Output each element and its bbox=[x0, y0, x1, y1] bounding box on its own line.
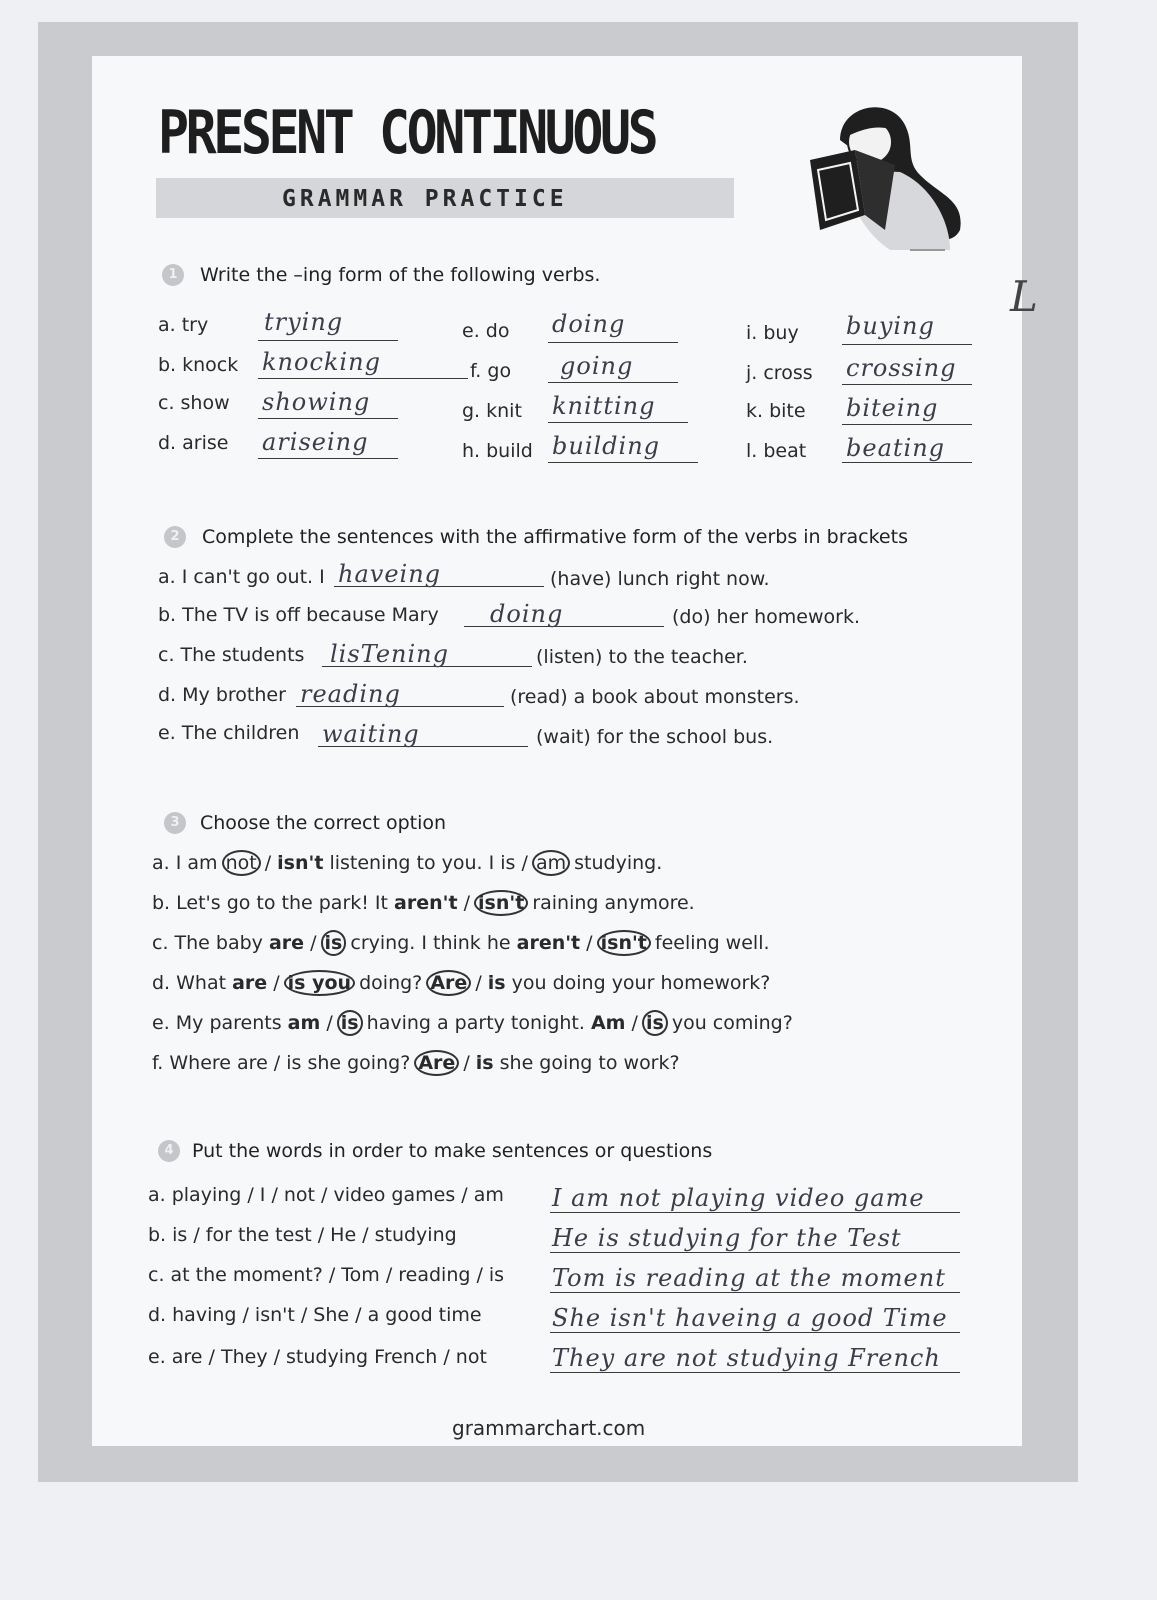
handwritten-answer: going bbox=[560, 352, 634, 380]
answer-line bbox=[258, 340, 398, 341]
handwritten-answer: He is studying for the Test bbox=[552, 1224, 902, 1252]
handwritten-answer: doing bbox=[490, 600, 564, 628]
option-sentence-e: e. My parents am / is having a party tonight. Am / is you coming? bbox=[152, 1012, 793, 1034]
answer-line bbox=[258, 418, 398, 419]
handwritten-answer: biteing bbox=[846, 394, 939, 422]
sentence-start: e. The children bbox=[158, 722, 300, 744]
verb-label: l. beat bbox=[746, 440, 807, 462]
handwritten-answer: trying bbox=[264, 308, 344, 336]
verb-label: a. try bbox=[158, 314, 209, 336]
page-subtitle: GRAMMAR PRACTICE bbox=[282, 186, 568, 212]
section-1-heading: Write the –ing form of the following verbs. bbox=[200, 264, 601, 286]
answer-line bbox=[550, 1252, 960, 1253]
sentence-end: (have) lunch right now. bbox=[550, 568, 770, 590]
selected-option: is bbox=[642, 1010, 668, 1036]
verb-label: b. knock bbox=[158, 354, 239, 376]
handwritten-answer: They are not studying French bbox=[552, 1344, 941, 1372]
section-2-heading: Complete the sentences with the affirmative form of the verbs in brackets bbox=[202, 526, 908, 548]
handwritten-answer: haveing bbox=[338, 560, 442, 588]
answer-line bbox=[550, 1292, 960, 1293]
answer-line bbox=[258, 458, 398, 459]
sentence-start: c. The students bbox=[158, 644, 305, 666]
handwritten-answer: She isn't haveing a good Time bbox=[552, 1304, 948, 1332]
sentence-end: (read) a book about monsters. bbox=[510, 686, 800, 708]
handwritten-answer: I am not playing video game bbox=[552, 1184, 925, 1212]
verb-label: g. knit bbox=[462, 400, 522, 422]
verb-label: e. do bbox=[462, 320, 510, 342]
handwritten-answer: knocking bbox=[262, 348, 381, 376]
section-1-number: 1 bbox=[162, 264, 184, 286]
selected-option: is bbox=[321, 930, 347, 956]
handwritten-answer: crossing bbox=[846, 354, 957, 382]
handwritten-answer: showing bbox=[262, 388, 371, 416]
handwritten-answer: beating bbox=[846, 434, 946, 462]
handwritten-answer: ariseing bbox=[262, 428, 369, 456]
section-3-heading: Choose the correct option bbox=[200, 812, 447, 834]
verb-label: h. build bbox=[462, 440, 533, 462]
option-sentence-f: f. Where are / is she going? Are / is she going to work? bbox=[152, 1052, 680, 1074]
selected-option: Are bbox=[426, 970, 471, 996]
option-sentence-a: a. I am not / isn't listening to you. I is / am studying. bbox=[152, 852, 663, 874]
answer-line bbox=[548, 342, 678, 343]
sentence-end: (wait) for the school bus. bbox=[536, 726, 774, 748]
option-sentence-c: c. The baby are / is crying. I think he aren't / isn't feeling well. bbox=[152, 932, 770, 954]
section-4-number: 4 bbox=[158, 1140, 180, 1162]
section-2-number: 2 bbox=[164, 526, 186, 548]
word-order-prompt: b. is / for the test / He / studying bbox=[148, 1224, 457, 1246]
handwritten-answer: doing bbox=[552, 310, 626, 338]
answer-line bbox=[548, 422, 688, 423]
word-order-prompt: d. having / isn't / She / a good time bbox=[148, 1304, 482, 1326]
handwritten-answer: lisTening bbox=[330, 640, 449, 668]
footer-site: grammarchart.com bbox=[452, 1416, 646, 1440]
verb-label: c. show bbox=[158, 392, 230, 414]
sentence-end: (do) her homework. bbox=[672, 606, 861, 628]
page-title: PRESENT CONTINUOUS bbox=[158, 98, 656, 168]
reading-woman-illustration bbox=[800, 100, 970, 260]
section-4-heading: Put the words in order to make sentences or questions bbox=[192, 1140, 713, 1162]
answer-line bbox=[548, 462, 698, 463]
handwritten-answer: buying bbox=[846, 312, 935, 340]
margin-mark: L bbox=[1010, 272, 1039, 321]
handwritten-answer: reading bbox=[300, 680, 401, 708]
word-order-prompt: e. are / They / studying French / not bbox=[148, 1346, 487, 1368]
answer-line bbox=[258, 378, 468, 379]
selected-option: is you bbox=[284, 970, 355, 996]
selected-option: isn't bbox=[597, 930, 651, 956]
answer-line bbox=[842, 384, 972, 385]
answer-line bbox=[842, 424, 972, 425]
handwritten-answer: Tom is reading at the moment bbox=[552, 1264, 946, 1292]
answer-line bbox=[842, 344, 972, 345]
selected-option: Are bbox=[414, 1050, 459, 1076]
verb-label: i. buy bbox=[746, 322, 799, 344]
sentence-end: (listen) to the teacher. bbox=[536, 646, 748, 668]
answer-line bbox=[550, 1332, 960, 1333]
verb-label: k. bite bbox=[746, 400, 806, 422]
selected-option: am bbox=[532, 850, 570, 876]
selected-option: is bbox=[337, 1010, 363, 1036]
answer-line bbox=[842, 462, 972, 463]
handwritten-answer: building bbox=[552, 432, 661, 460]
verb-label: d. arise bbox=[158, 432, 229, 454]
word-order-prompt: c. at the moment? / Tom / reading / is bbox=[148, 1264, 505, 1286]
selected-option: not bbox=[222, 850, 261, 876]
word-order-prompt: a. playing / I / not / video games / am bbox=[148, 1184, 504, 1206]
option-sentence-b: b. Let's go to the park! It aren't / isn't raining anymore. bbox=[152, 892, 695, 914]
answer-line bbox=[550, 1212, 960, 1213]
verb-label: f. go bbox=[470, 360, 512, 382]
sentence-start: a. I can't go out. I bbox=[158, 566, 325, 588]
verb-label: j. cross bbox=[746, 362, 813, 384]
selected-option: isn't bbox=[474, 890, 528, 916]
handwritten-answer: waiting bbox=[322, 720, 420, 748]
section-3-number: 3 bbox=[164, 812, 186, 834]
handwritten-answer: knitting bbox=[552, 392, 656, 420]
option-sentence-d: d. What are / is you doing? Are / is you doing your homework? bbox=[152, 972, 771, 994]
sentence-start: d. My brother bbox=[158, 684, 286, 706]
sentence-start: b. The TV is off because Mary bbox=[158, 604, 439, 626]
answer-line bbox=[548, 382, 678, 383]
answer-line bbox=[550, 1372, 960, 1373]
